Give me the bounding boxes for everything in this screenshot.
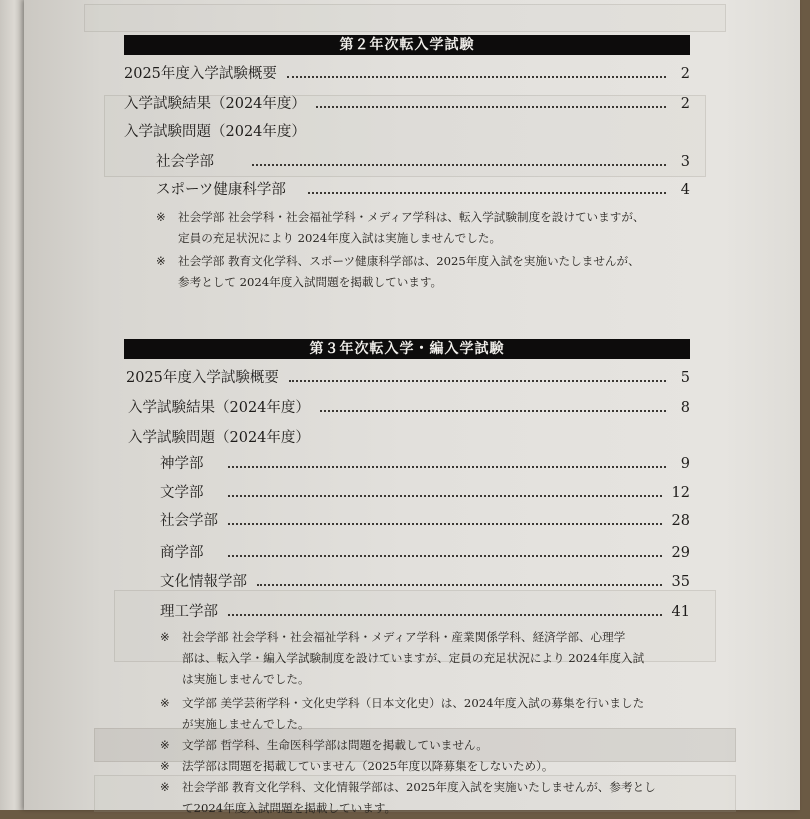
footnote: ※ 社会学部 社会学科・社会福祉学科・メディア学科・産業関係学科、経済学部、心理学 部は、転入学・編入学試験制度を設けていますが、定員の充足状況により 2024年度入試 は実施しませんでした。 (160, 630, 645, 686)
toc-heading (128, 426, 690, 450)
toc-entry[interactable] (156, 150, 690, 174)
toc-heading (124, 120, 690, 144)
show-through-table (84, 4, 726, 32)
footnote: ※ 文学部 哲学科、生命医科学部は問題を掲載していません。 (160, 738, 488, 752)
leader-dots (289, 380, 666, 382)
section-header-2nd-year-transfer: 第２年次転入学試験 (124, 35, 690, 55)
leader-dots (320, 410, 666, 412)
toc-page-number: 9 (680, 456, 690, 472)
underlying-page-edge (0, 0, 24, 810)
leader-dots (252, 164, 666, 166)
toc-entry[interactable] (128, 396, 690, 420)
toc-entry-label: 社会学部 (160, 513, 218, 529)
toc-entry-label: 神学部 (160, 456, 204, 472)
leader-dots (228, 555, 662, 557)
toc-entry-label: 入学試験問題（2024年度） (124, 124, 306, 140)
toc-page-number: 2 (680, 96, 690, 112)
toc-entry[interactable] (160, 481, 690, 505)
toc-entry-label: 入学試験結果（2024年度） (128, 400, 310, 416)
toc-entry-label: 2025年度入学試験概要 (124, 66, 277, 82)
footnote: ※ 社会学部 教育文化学科、文化情報学部は、2025年度入試を実施いたしませんが、参考とし て2024年度入試問題を掲載しています。 (160, 780, 656, 815)
toc-entry-label: 理工学部 (160, 604, 218, 620)
toc-entry[interactable] (160, 600, 690, 624)
leader-dots (316, 106, 666, 108)
toc-page-number: 5 (680, 370, 690, 386)
toc-page-number: 4 (680, 182, 690, 198)
toc-entry[interactable] (124, 92, 690, 116)
toc-entry[interactable] (160, 570, 690, 594)
leader-dots (287, 76, 666, 78)
toc-page-number: 3 (680, 154, 690, 170)
toc-page-number: 35 (671, 574, 690, 590)
toc-entry[interactable] (160, 541, 690, 565)
toc-entry[interactable] (160, 452, 690, 476)
toc-entry[interactable] (124, 62, 690, 86)
toc-page-number: 28 (671, 513, 690, 529)
leader-dots (228, 614, 662, 616)
toc-entry-label: 入学試験問題（2024年度） (128, 430, 310, 446)
footnote: ※ 社会学部 社会学科・社会福祉学科・メディア学科は、転入学試験制度を設けていますが、 定員の充足状況により 2024年度入試は実施しませんでした。 (156, 210, 645, 245)
toc-entry[interactable] (160, 509, 690, 533)
footnote: ※ 文学部 美学芸術学科・文化史学科（日本文化史）は、2024年度入試の募集を行いました が実施しませんでした。 (160, 696, 645, 731)
leader-dots (228, 523, 662, 525)
toc-page-number: 29 (671, 545, 690, 561)
toc-entry[interactable] (126, 366, 690, 390)
toc-entry-label: 入学試験結果（2024年度） (124, 96, 306, 112)
toc-entry-label: 商学部 (160, 545, 204, 561)
toc-entry-label: 文化情報学部 (160, 574, 247, 590)
toc-page-number: 2 (680, 66, 690, 82)
leader-dots (228, 466, 667, 468)
toc-page-number: 8 (680, 400, 690, 416)
footnote: ※ 社会学部 教育文化学科、スポーツ健康科学部は、2025年度入試を実施いたしませんが、 参考として 2024年度入試問題を掲載しています。 (156, 254, 640, 289)
footnote: ※ 法学部は問題を掲載していません（2025年度以降募集をしないため）。 (160, 759, 554, 773)
toc-entry-label: 2025年度入学試験概要 (126, 370, 279, 386)
toc-page-number: 12 (671, 485, 690, 501)
leader-dots (228, 495, 662, 497)
toc-entry-label: 文学部 (160, 485, 204, 501)
leader-dots (308, 192, 666, 194)
leader-dots (257, 584, 662, 586)
toc-entry[interactable] (156, 178, 690, 202)
toc-entry-label: スポーツ健康科学部 (156, 182, 286, 198)
section-header-3rd-year-transfer: 第３年次転入学・編入学試験 (124, 339, 690, 359)
toc-page-number: 41 (671, 604, 690, 620)
toc-entry-label: 社会学部 (156, 154, 214, 170)
